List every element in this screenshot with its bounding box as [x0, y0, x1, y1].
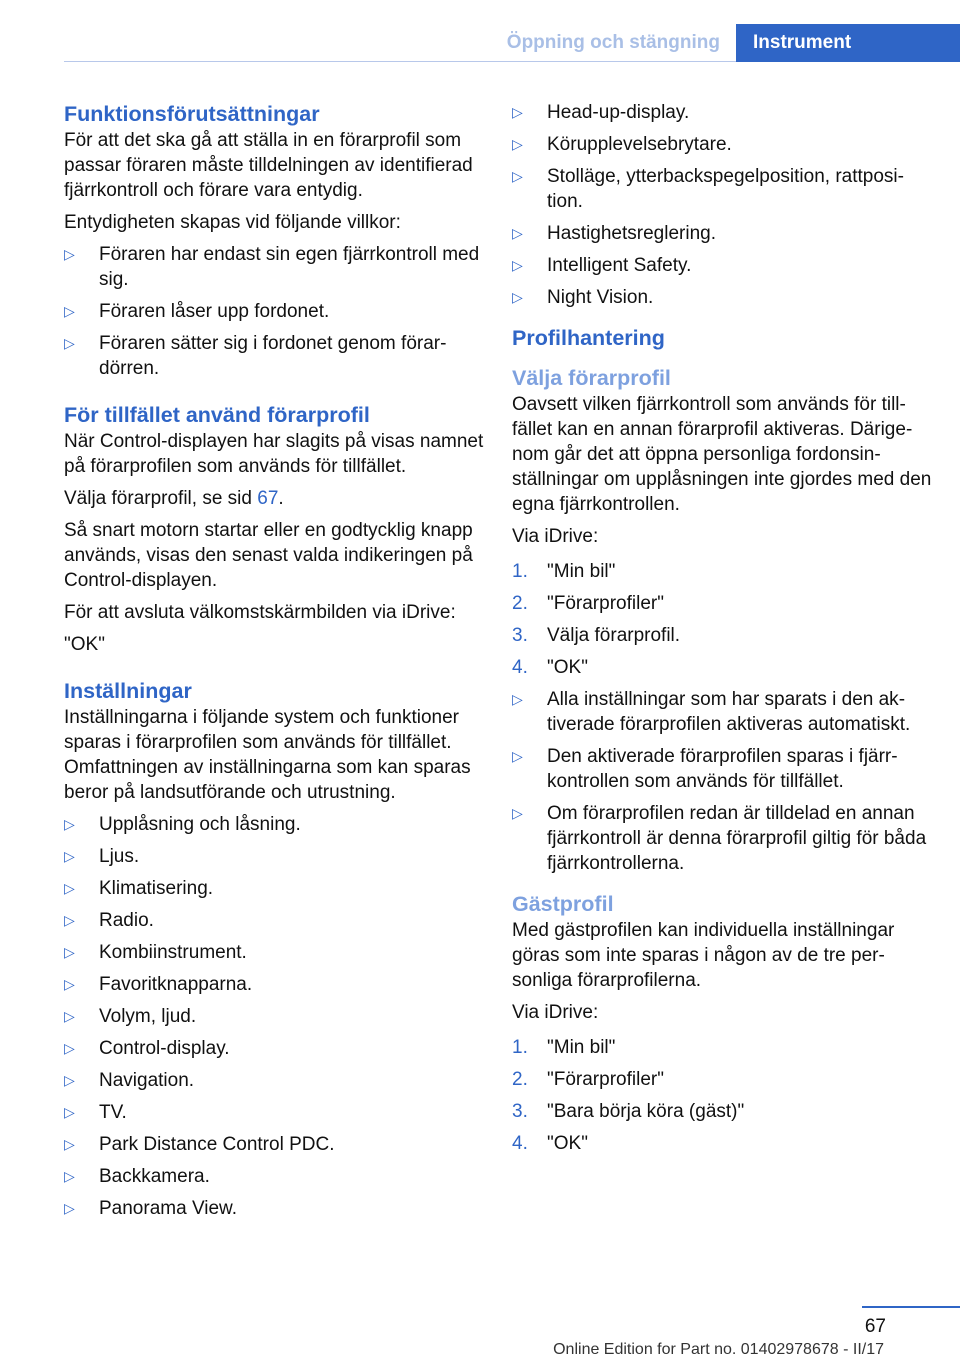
heading-profile-management: Profilhantering [512, 326, 665, 350]
step-number: 2. [512, 1069, 528, 1090]
list-item: ▷ Volym, ljud. [64, 1006, 197, 1027]
list-item: ▷ Intelligent Safety. [512, 255, 692, 276]
triangle-bullet-icon: ▷ [64, 880, 75, 896]
step-number: 2. [512, 593, 528, 614]
list-item: 3. "Bara börja köra (gäst)" [512, 1101, 745, 1122]
list-item: ▷ Om förarprofilen redan är tilldelad en annan fjärrkontroll är denna förarprofil giltig för båda fjärrkontrollerna. [512, 803, 927, 874]
paragraph-current-2: Välja förarprofil, se sid 67. [64, 488, 284, 509]
list-item: ▷ Panorama View. [64, 1198, 238, 1219]
list-item: ▷ Navigation. [64, 1070, 195, 1091]
header-chapter-tab: Instrument [736, 24, 960, 62]
triangle-bullet-icon: ▷ [64, 335, 75, 351]
list-item: ▷ Radio. [64, 910, 154, 931]
list-item: ▷ Kombiinstrument. [64, 942, 247, 963]
page-reference-link[interactable]: 67 [257, 488, 279, 509]
settings-list-continued [512, 100, 932, 310]
list-item: 1. "Min bil" [512, 561, 616, 582]
list-item: ▷ Föraren har endast sin egen fjärrkontroll med sig. [64, 244, 480, 290]
paragraph-uniqueness: Entydigheten skapas vid följande villkor: [64, 212, 401, 233]
list-item: ▷ Klimatisering. [64, 878, 214, 899]
paragraph-settings: Inställningarna i följande system och funktioner sparas i förarprofilen som används för tillfället. Omfattningen av inställningarna som kan sparas beror på landsutförande och utrustning. [64, 707, 471, 803]
paragraph-function-requirements: För att det ska gå att ställa in en förarprofil som passar föraren måste tilldelningen av identifierad fjärrkontroll och förare vara entydig. [64, 130, 473, 201]
triangle-bullet-icon: ▷ [512, 104, 523, 120]
paragraph-current-5: "OK" [64, 634, 105, 655]
step-number: 1. [512, 561, 528, 582]
triangle-bullet-icon: ▷ [64, 1136, 75, 1152]
triangle-bullet-icon: ▷ [64, 912, 75, 928]
list-item: 2. "Förarprofiler" [512, 593, 664, 614]
paragraph-current-1: När Control-displayen har slagits på visas namnet på förarprofilen som används för tillfället. [64, 431, 484, 477]
heading-guest-profile: Gästprofil [512, 892, 614, 916]
heading-settings: Inställningar [64, 679, 192, 703]
settings-list [64, 812, 484, 1221]
triangle-bullet-icon: ▷ [64, 816, 75, 832]
triangle-bullet-icon: ▷ [64, 1104, 75, 1120]
triangle-bullet-icon: ▷ [512, 691, 523, 707]
list-item: 2. "Förarprofiler" [512, 1069, 664, 1090]
list-item: 4. "OK" [512, 657, 588, 678]
steps-guest-profile [512, 1035, 932, 1156]
triangle-bullet-icon: ▷ [64, 1040, 75, 1056]
list-item: ▷ TV. [64, 1102, 127, 1123]
step-number: 3. [512, 625, 528, 646]
conditions-list [64, 242, 484, 381]
list-item: ▷ Hastighetsreglering. [512, 223, 716, 244]
triangle-bullet-icon: ▷ [64, 944, 75, 960]
list-item: ▷ Favoritknapparna. [64, 974, 253, 995]
list-item: ▷ Night Vision. [512, 287, 654, 308]
step-number: 4. [512, 657, 528, 678]
heading-current-profile: För tillfället använd förarprofil [64, 403, 370, 427]
triangle-bullet-icon: ▷ [64, 1168, 75, 1184]
list-item: 4. "OK" [512, 1133, 588, 1154]
paragraph-current-3: Så snart motorn startar eller en godtycklig knapp används, visas den senast valda indikeringen på Control-displayen. [64, 520, 473, 591]
list-item: ▷ Park Distance Control PDC. [64, 1134, 335, 1155]
list-item: ▷ Körupplevelsebrytare. [512, 134, 732, 155]
list-item: ▷ Ljus. [64, 846, 140, 867]
triangle-bullet-icon: ▷ [64, 976, 75, 992]
heading-function-requirements: Funktionsförutsättningar [64, 102, 320, 126]
step-number: 1. [512, 1037, 528, 1058]
triangle-bullet-icon: ▷ [512, 168, 523, 184]
paragraph-guest-profile: Med gästprofilen kan individuella inställningar göras som inte sparas i någon av de tre personliga förarprofilerna. [512, 920, 895, 991]
paragraph-via-idrive-1: Via iDrive: [512, 526, 599, 547]
header-section-title: Öppning och stängning [506, 32, 720, 53]
triangle-bullet-icon: ▷ [64, 303, 75, 319]
list-item: ▷ Backkamera. [64, 1166, 210, 1187]
list-item: ▷ Control-display. [64, 1038, 230, 1059]
list-item: ▷ Stolläge, ytterbackspegelposition, rattposition. [512, 166, 904, 212]
left-column [64, 100, 484, 1228]
step-number: 3. [512, 1101, 528, 1122]
triangle-bullet-icon: ▷ [512, 136, 523, 152]
select-profile-notes [512, 687, 932, 876]
page-number: 67 [864, 1316, 886, 1337]
edition-footer: Online Edition for Part no. 01402978678 - II/17 [553, 1341, 884, 1358]
list-item: 1. "Min bil" [512, 1037, 616, 1058]
steps-select-profile [512, 559, 932, 680]
right-column [512, 100, 932, 1163]
list-item: ▷ Head-up-display. [512, 102, 690, 123]
footer-rule [862, 1306, 960, 1308]
triangle-bullet-icon: ▷ [64, 848, 75, 864]
list-item: ▷ Föraren sätter sig i fordonet genom förardörren. [64, 333, 447, 379]
list-item: ▷ Den aktiverade förarprofilen sparas i fjärrkontrollen som används för tillfället. [512, 746, 898, 792]
step-number: 4. [512, 1133, 528, 1154]
heading-select-profile: Välja förarprofil [512, 366, 671, 390]
triangle-bullet-icon: ▷ [64, 246, 75, 262]
paragraph-via-idrive-2: Via iDrive: [512, 1002, 599, 1023]
triangle-bullet-icon: ▷ [64, 1072, 75, 1088]
triangle-bullet-icon: ▷ [512, 805, 523, 821]
triangle-bullet-icon: ▷ [512, 257, 523, 273]
paragraph-select-profile: Oavsett vilken fjärrkontroll som används för tillfället kan en annan förarprofil aktiveras. Därigenom går det att öppna personliga fordonsinställningar om upplåsningen inte gjordes med den egna fjärrkontrollen. [512, 394, 932, 515]
list-item: ▷ Upplåsning och låsning. [64, 814, 301, 835]
list-item: ▷ Föraren låser upp fordonet. [64, 301, 330, 322]
triangle-bullet-icon: ▷ [64, 1008, 75, 1024]
list-item: 3. Välja förarprofil. [512, 625, 681, 646]
list-item: ▷ Alla inställningar som har sparats i den aktiverade förarprofilen aktiveras automatiskt. [512, 689, 911, 735]
triangle-bullet-icon: ▷ [512, 748, 523, 764]
triangle-bullet-icon: ▷ [512, 289, 523, 305]
page-header [64, 24, 960, 62]
header-rule [64, 61, 736, 62]
paragraph-current-4: För att avsluta välkomstskärmbilden via iDrive: [64, 602, 456, 623]
triangle-bullet-icon: ▷ [512, 225, 523, 241]
triangle-bullet-icon: ▷ [64, 1200, 75, 1216]
